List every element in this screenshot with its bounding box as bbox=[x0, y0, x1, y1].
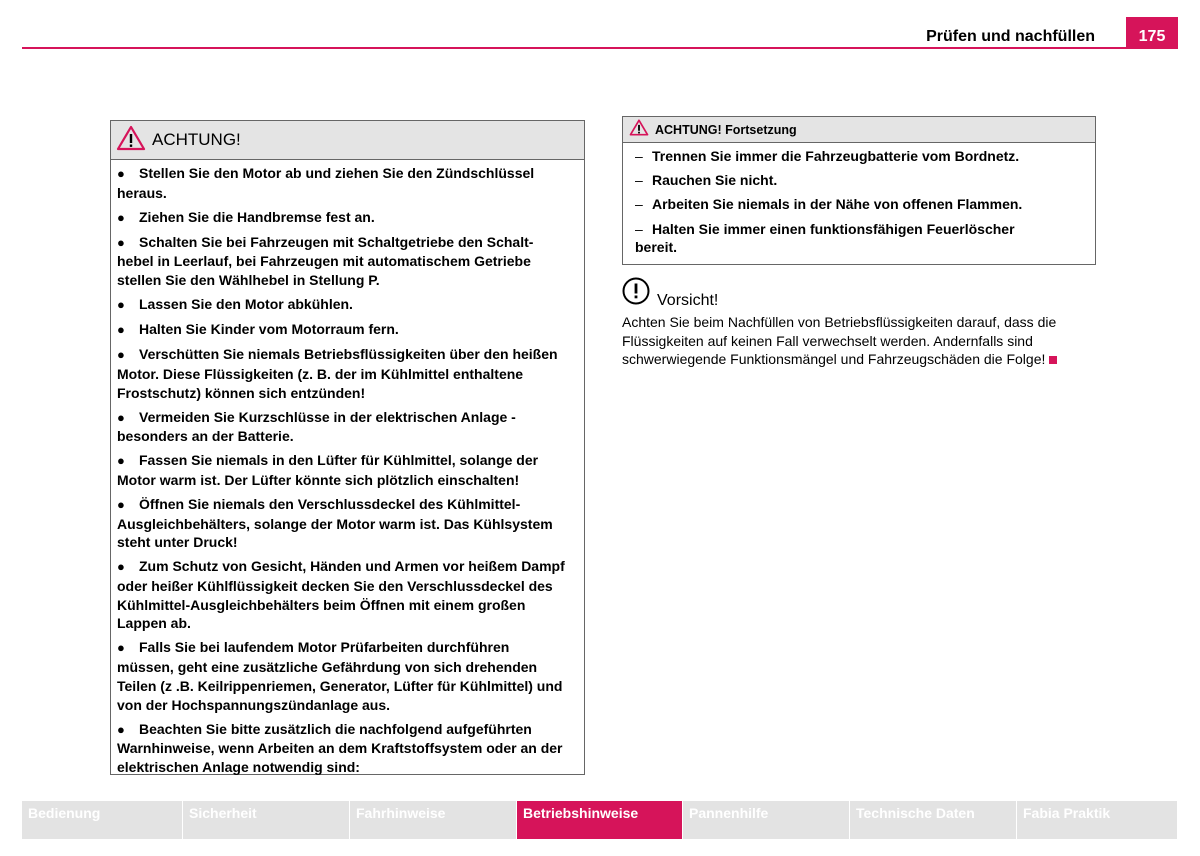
warning-item-line: elektrischen Anlage notwendig sind: bbox=[117, 758, 360, 775]
warning-header bbox=[111, 121, 584, 160]
warning-continued-item bbox=[635, 171, 1088, 190]
warning-item bbox=[117, 345, 578, 402]
warning-item-line: Kühlmittel-Ausgleichbehälters beim Öffnen mit einem großen bbox=[117, 596, 526, 613]
warning-item-line: Motor warm ist. Der Lüfter könnte sich plötzlich einschalten! bbox=[117, 471, 520, 488]
bullet-icon: ● bbox=[117, 453, 125, 469]
warning-item-line: steht unter Druck! bbox=[117, 534, 238, 551]
warning-item bbox=[117, 451, 578, 489]
warning-item-line: ● Zum Schutz von Gesicht, Händen und Armen vor heißem Dampf bbox=[117, 557, 578, 577]
bullet-icon: ● bbox=[117, 640, 125, 656]
nav-tab-pannenhilfe[interactable]: Pannenhilfe bbox=[683, 801, 849, 839]
warning-item bbox=[117, 295, 578, 315]
warning-item-line: oder heißer Kühlflüssigkeit decken Sie den Verschlussdeckel des bbox=[117, 578, 553, 595]
warning-item bbox=[117, 408, 578, 446]
warning-item-line: ● Halten Sie Kinder vom Motorraum fern. bbox=[117, 320, 578, 340]
dash-icon: – bbox=[635, 148, 643, 164]
section-title: Prüfen und nachfüllen bbox=[926, 28, 1095, 45]
warning-item bbox=[117, 557, 578, 633]
exclamation-circle-icon bbox=[622, 277, 650, 310]
warning-item-line: ● Vermeiden Sie Kurzschlüsse in der elektrischen Anlage - bbox=[117, 408, 578, 428]
page-number: 175 bbox=[1126, 17, 1178, 49]
warning-item-line: ● Fassen Sie niemals in den Lüfter für Kühlmittel, solange der bbox=[117, 451, 578, 471]
warning-item bbox=[117, 164, 578, 202]
warning-list bbox=[111, 160, 584, 777]
warning-item-line: Motor. Diese Flüssigkeiten (z. B. der im Kühlmittel enthaltene bbox=[117, 365, 524, 382]
warning-continued-header bbox=[623, 117, 1095, 143]
warning-item-line: müssen, geht eine zusätzliche Gefährdung von sich drehenden bbox=[117, 659, 538, 676]
warning-item bbox=[117, 638, 578, 714]
bullet-icon: ● bbox=[117, 496, 125, 512]
caution-section bbox=[622, 280, 1092, 369]
warning-box bbox=[110, 120, 585, 775]
caution-title: Vorsicht! bbox=[657, 292, 719, 309]
warning-continued-title: ACHTUNG! Fortsetzung bbox=[655, 122, 797, 137]
warning-item bbox=[117, 233, 578, 290]
warning-item-line: ● Öffnen Sie niemals den Verschlussdeckel des Kühlmittel- bbox=[117, 495, 578, 515]
warning-item-line: hebel in Leerlauf, bei Fahrzeugen mit automatischem Getriebe bbox=[117, 253, 531, 270]
warning-item-line: ● Falls Sie bei laufendem Motor Prüfarbeiten durchführen bbox=[117, 638, 578, 658]
bullet-icon: ● bbox=[117, 209, 125, 225]
warning-item-line: von der Hochspannungszündanlage aus. bbox=[117, 696, 391, 713]
bullet-icon: ● bbox=[117, 297, 125, 313]
warning-continued-line: – Rauchen Sie nicht. bbox=[635, 172, 778, 189]
warning-item-line: ● Ziehen Sie die Handbremse fest an. bbox=[117, 208, 578, 228]
warning-item-line: Teilen (z .B. Keilrippenriemen, Generator, Lüfter für Kühlmittel) und bbox=[117, 677, 563, 694]
warning-item-line: besonders an der Batterie. bbox=[117, 428, 294, 445]
warning-item bbox=[117, 208, 578, 228]
bullet-icon: ● bbox=[117, 234, 125, 250]
warning-continued-line: – Trennen Sie immer die Fahrzeugbatterie vom Bordnetz. bbox=[635, 148, 1020, 164]
warning-continued-item bbox=[635, 220, 1088, 257]
nav-tab-fahrhinweise[interactable]: Fahrhinweise bbox=[350, 801, 516, 839]
caution-line: Flüssigkeiten auf keinen Fall verwechselt werden. Andernfalls sind bbox=[622, 332, 1033, 349]
bullet-icon: ● bbox=[117, 721, 125, 737]
warning-item-line: ● Schalten Sie bei Fahrzeugen mit Schaltgetriebe den Schalt- bbox=[117, 233, 578, 253]
caution-line: Achten Sie beim Nachfüllen von Betriebsflüssigkeiten darauf, dass die bbox=[622, 314, 1057, 330]
warning-item bbox=[117, 320, 578, 340]
nav-tab-technische-daten[interactable]: Technische Daten bbox=[850, 801, 1016, 839]
warning-triangle-icon bbox=[629, 119, 649, 141]
section-end-marker bbox=[1049, 356, 1057, 364]
caution-text bbox=[622, 313, 1092, 369]
nav-tab-bedienung[interactable]: Bedienung bbox=[22, 801, 182, 839]
warning-continued-item bbox=[635, 147, 1088, 166]
dash-icon: – bbox=[635, 172, 643, 189]
warning-item-line: ● Beachten Sie bitte zusätzlich die nachfolgend aufgeführten bbox=[117, 720, 578, 740]
warning-item-line: ● Lassen Sie den Motor abkühlen. bbox=[117, 295, 578, 315]
warning-item-line: heraus. bbox=[117, 184, 167, 201]
warning-item-line: ● Stellen Sie den Motor ab und ziehen Sie den Zündschlüssel bbox=[117, 164, 578, 184]
warning-item-line: Warnhinweise, wenn Arbeiten an dem Kraftstoffsystem oder an der bbox=[117, 740, 563, 757]
caution-line: schwerwiegende Funktionsmängel und Fahrzeugschäden die Folge! bbox=[622, 350, 1092, 369]
nav-tab-fabia-praktik[interactable]: Fabia Praktik bbox=[1017, 801, 1177, 839]
warning-continued-line: – Arbeiten Sie niemals in der Nähe von offenen Flammen. bbox=[635, 196, 1023, 213]
header-rule bbox=[22, 47, 1178, 49]
bullet-icon: ● bbox=[117, 347, 125, 363]
bullet-icon: ● bbox=[117, 166, 125, 181]
warning-item-line: Ausgleichbehälters, solange der Motor warm ist. Das Kühlsystem bbox=[117, 515, 553, 532]
bullet-icon: ● bbox=[117, 322, 125, 338]
dash-icon: – bbox=[635, 196, 643, 213]
bullet-icon: ● bbox=[117, 409, 125, 425]
nav-tab-sicherheit[interactable]: Sicherheit bbox=[183, 801, 349, 839]
warning-item-line: ● Verschütten Sie niemals Betriebsflüssigkeiten über den heißen bbox=[117, 345, 578, 365]
warning-continued-line: bereit. bbox=[635, 239, 678, 256]
warning-continued-item bbox=[635, 195, 1088, 214]
warning-item bbox=[117, 720, 578, 777]
nav-tab-betriebshinweise[interactable]: Betriebshinweise bbox=[517, 801, 682, 839]
dash-icon: – bbox=[635, 220, 643, 237]
warning-item-line: Lappen ab. bbox=[117, 615, 191, 632]
warning-item-line: Frostschutz) können sich entzünden! bbox=[117, 384, 366, 401]
warning-title: ACHTUNG! bbox=[152, 130, 241, 149]
bullet-icon: ● bbox=[117, 559, 125, 575]
warning-triangle-icon bbox=[116, 125, 146, 156]
warning-item-line: stellen Sie den Wählhebel in Stellung P. bbox=[117, 272, 380, 289]
warning-continued-list bbox=[623, 143, 1095, 257]
chapter-nav bbox=[22, 801, 1178, 839]
warning-continued-box bbox=[622, 116, 1096, 265]
warning-continued-line: – Halten Sie immer einen funktionsfähigen Feuerlöscher bbox=[635, 220, 1015, 237]
warning-item bbox=[117, 495, 578, 552]
